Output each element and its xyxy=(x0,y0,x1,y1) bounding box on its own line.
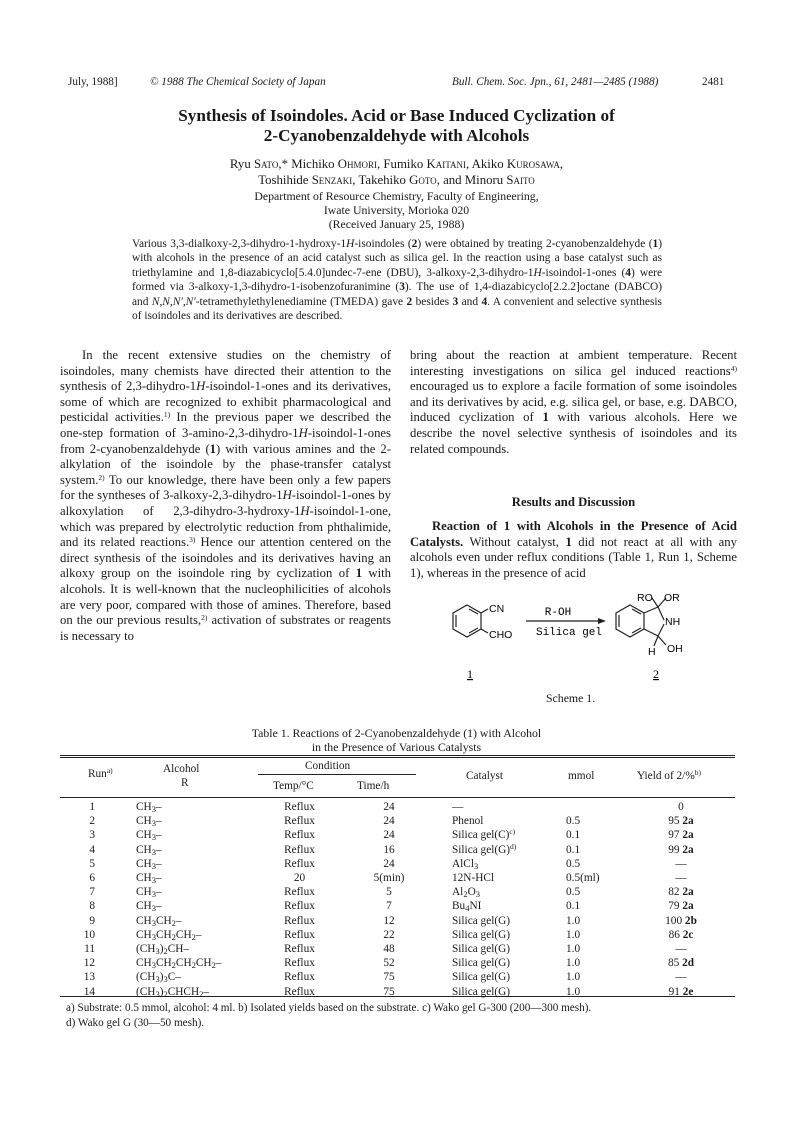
cell-mmol: 0.5 xyxy=(566,815,581,828)
abstract: Various 3,3-dialkoxy-2,3-dihydro-1-hydroxy-1H-isoindoles (2) were obtained by treating 2-cyanobenzaldehyde (1) with alcohols in the presence of an acid catalyst such as silica gel. In the reaction using a base catalyst such as triethylamine and 1,8-diazabicyclo[5.4.0]undec-7-ene (DBU), 3-alkoxy-2,3-dihydro-1H-isoindol-1-ones (4) were formed via 3-alkoxy-1,3-dihydro-1-isobenzofuranimine (3). The use of 1,4-diazabicyclo[2.2.2]octane (DABCO) and N,N,N′,N′-tetramethylethylenediamine (TMEDA) gave 2 besides 3 and 4. A convenient and selective synthesis of isoindoles and its derivatives are described. xyxy=(132,238,662,323)
table-row xyxy=(60,843,735,857)
scheme-caption: Scheme 1. xyxy=(546,691,596,705)
cell-time: 16 xyxy=(383,843,395,856)
cell-time: 24 xyxy=(383,829,395,842)
cell-catalyst: Silica $gel(C)^{c)}$ xyxy=(452,827,516,842)
cell-run: 7 xyxy=(89,886,95,899)
cell-temp: Reflux xyxy=(284,942,315,955)
cell-time: 75 xyxy=(383,971,395,984)
header-condition: Condition xyxy=(305,760,351,772)
cell-temp: Reflux xyxy=(284,971,315,984)
cell-yield: 0 xyxy=(678,801,684,814)
article-title-line-2: 2-Cyanobenzaldehyde with Alcohols xyxy=(263,126,530,145)
cell-yield: — xyxy=(675,857,687,870)
cell-alcohol: $(CH_3)_2CH-$ xyxy=(136,942,190,956)
cell-temp: Reflux xyxy=(284,829,315,842)
authors-line-2: Toshihide Senzaki, Takehiko Goto, and Minoru Saito xyxy=(258,173,535,187)
cell-mmol: 1.0 xyxy=(566,985,581,998)
header-date: July, 1988] xyxy=(68,76,118,88)
cell-run: 2 xyxy=(89,815,95,828)
table-row xyxy=(60,914,735,928)
cell-yield: 100 2b xyxy=(665,914,697,927)
cell-mmol xyxy=(552,800,627,814)
cell-temp: Reflux xyxy=(284,985,315,998)
received-date: (Received January 25, 1988) xyxy=(328,217,465,231)
cell-catalyst: AlCl$_3$ xyxy=(452,857,479,871)
table-footnote-line-1: a) Substrate: 0.5 mmol, alcohol: 4 ml. b) Isolated yields based on the substrate. c) Wako gel G-300 (200—300 mesh). xyxy=(66,1002,592,1014)
cell-yield: 82 2a xyxy=(668,886,694,899)
header-alcohol: Alcohol xyxy=(163,763,200,775)
cell-catalyst: Phenol xyxy=(452,815,484,828)
cell-temp: 20 xyxy=(293,872,306,885)
cell-run: 12 xyxy=(83,957,95,970)
catalyst-label: Silica gel xyxy=(535,627,603,639)
cell-alcohol: $CH_3-$ xyxy=(136,857,162,871)
cell-alcohol: $CH_3CH_2-$ xyxy=(136,914,182,928)
table-row xyxy=(60,814,735,828)
cell-alcohol: $CH_3-$ xyxy=(136,872,162,886)
ro-label: RO xyxy=(637,592,653,604)
cell-time: 24 xyxy=(383,801,395,814)
header-catalyst: Catalyst xyxy=(466,770,504,782)
cell-time: 75 xyxy=(383,985,395,998)
cell-temp: Reflux xyxy=(284,815,315,828)
scheme-1-diagram xyxy=(418,590,738,695)
nh-label: NH xyxy=(665,616,681,628)
cell-run: 13 xyxy=(83,971,95,984)
cell-time: 52 xyxy=(383,957,395,970)
cell-yield: 79 2a xyxy=(668,900,694,913)
article-title-line-1: Synthesis of Isoindoles. Acid or Base Induced Cyclization of xyxy=(178,106,615,125)
cell-run: 8 xyxy=(89,900,95,913)
or-label: OR xyxy=(664,592,680,604)
cell-run: 11 xyxy=(84,942,95,955)
cell-run: 5 xyxy=(89,857,95,870)
table-row xyxy=(60,800,735,814)
table-row xyxy=(60,956,735,970)
cell-mmol: 0.1 xyxy=(566,900,581,913)
table-caption-line-1: Table 1. Reactions of 2-Cyanobenzaldehyde (1) with Alcohol xyxy=(251,726,542,740)
header-page-number: 2481 xyxy=(702,76,725,88)
table-row xyxy=(60,857,735,871)
cho-label: CHO xyxy=(489,629,513,641)
header-r: R xyxy=(181,777,189,789)
cell-yield: 99 2a xyxy=(668,843,694,856)
header-yield: Yield of 2/%$^{b)}$ xyxy=(637,768,701,782)
cell-catalyst: 12N-HCl xyxy=(452,872,495,885)
cell-catalyst: Silica gel(G) xyxy=(452,957,511,970)
table-row xyxy=(60,828,735,842)
cell-mmol: 1.0 xyxy=(566,942,581,955)
cell-mmol: 0.5 xyxy=(566,857,581,870)
cell-run: 9 xyxy=(89,914,95,927)
cell-catalyst: Silica gel(G) xyxy=(452,971,511,984)
cell-alcohol: $CH_3-$ xyxy=(136,843,162,857)
table-row xyxy=(60,942,735,956)
cell-temp: Reflux xyxy=(284,914,315,927)
cell-catalyst: Silica gel(G) xyxy=(452,928,511,941)
cell-temp: Reflux xyxy=(284,928,315,941)
cell-time: 5 xyxy=(386,886,392,899)
cell-catalyst: — xyxy=(452,801,464,814)
cell-time: 24 xyxy=(383,815,395,828)
benzene-ring-reactant xyxy=(453,605,488,637)
cell-yield: 91 2e xyxy=(668,985,694,998)
cell-temp: Reflux xyxy=(284,843,315,856)
cell-time: 22 xyxy=(383,928,395,941)
header-run: Run$^{a)}$ xyxy=(88,766,113,780)
table-footnote-line-2: d) Wako gel G (30—50 mesh). xyxy=(66,1017,205,1029)
table-row xyxy=(60,899,735,913)
cn-label: CN xyxy=(489,603,505,615)
table-caption-line-2: in the Presence of Various Catalysts xyxy=(311,740,482,754)
table-top-rule xyxy=(60,755,735,756)
cell-temp: Reflux xyxy=(284,801,315,814)
table-header-rule xyxy=(60,797,735,798)
cell-mmol: 0.5 xyxy=(566,886,581,899)
cell-run: 14 xyxy=(83,985,95,998)
cell-catalyst: Silica gel(G) xyxy=(452,914,511,927)
cell-yield: 86 2c xyxy=(668,928,694,941)
oh-label: OH xyxy=(667,643,683,655)
section-heading-results: Results and Discussion xyxy=(511,495,636,509)
table-top-rule-2 xyxy=(60,757,735,758)
cell-alcohol: $CH_3-$ xyxy=(136,801,162,815)
cell-time: 5(min) xyxy=(373,872,405,885)
cell-temp: Reflux xyxy=(284,886,315,899)
table-row xyxy=(60,885,735,899)
cell-catalyst: $Al_2O_3$ xyxy=(452,886,480,900)
cell-yield: — xyxy=(675,971,687,984)
cell-catalyst: $Bu_4NI$ xyxy=(452,900,482,914)
cell-mmol: 1.0 xyxy=(566,928,581,941)
reagent-label: R-OH xyxy=(544,607,572,619)
cell-catalyst: Silica gel(G) xyxy=(452,985,511,998)
cell-mmol: 1.0 xyxy=(566,971,581,984)
right-column-body: bring about the reaction at ambient temperature. Recent interesting investigations on silica gel induced reactions$^{4)}$ encouraged us to explore a facile formation of some isoindoles and its derivatives by acid, e.g. silica gel, or base, e.g. DABCO, induced cyclization of 1 with various alcohols. Here we describe the novel selective synthesis of isoindoles and its related compounds. xyxy=(410,348,737,456)
table-row xyxy=(60,871,735,885)
header-time: Time/h xyxy=(357,780,390,792)
cell-mmol: 1.0 xyxy=(566,957,581,970)
cell-run: 1 xyxy=(89,801,95,814)
cell-yield: 95 2a xyxy=(668,815,694,828)
left-column-body: In the recent extensive studies on the chemistry of isoindoles, many chemists have directed their attention to the synthesis of 2,3-dihydro-1H-isoindol-1-ones and its derivatives, some of which are recognized to exhibit pharmacological and pesticidal activities.$^{1)}$ In the previous paper we described the one-step formation of 3-amino-2,3-dihydro-1H-isoindol-1-ones from 2-cyanobenzaldehyde (1) with various amines and the 2-alkylation of the isoindole by the phase-transfer catalyst system.$^{2)}$ To our knowledge, there have been only a few papers for the syntheses of 3-alkoxy-2,3-dihydro-1H-isoindol-1-ones by alkoxylation of 2,3-dihydro-3-hydroxy-1H-isoindol-1-one, which was prepared by electrolytic reduction from phthalimide, and its related reactions.$^{3)}$ Hence our attention centered on the direct synthesis of the isoindoles and its derivatives having an alkoxy group on the isoindole ring by cyclization of 1 with alcohols. It is well-known that the nucleophilicities of alcohols are very poor, compared with those of amines. Therefore, based on the our previous results,$^{2)}$ activation of substrates or reagents is necessary to xyxy=(60,348,391,643)
cell-alcohol: $(CH_3)_2CHCH_2-$ xyxy=(136,985,210,999)
table-1 xyxy=(60,800,735,999)
compound-label-1: 1 xyxy=(467,667,473,681)
cell-mmol: 0.1 xyxy=(566,829,581,842)
affiliation-line-2: Iwate University, Morioka 020 xyxy=(323,203,470,217)
cell-alcohol: $CH_3-$ xyxy=(136,886,162,900)
table-row xyxy=(60,928,735,942)
cell-alcohol: $CH_3CH_2CH_2CH_2-$ xyxy=(136,957,222,971)
cell-yield: 97 2a xyxy=(668,829,694,842)
cell-mmol: 0.1 xyxy=(566,843,581,856)
h-label: H xyxy=(648,646,656,658)
cell-catalyst: Silica gel(G) xyxy=(452,942,511,955)
table-row xyxy=(60,984,735,998)
cell-alcohol: $CH_3-$ xyxy=(136,900,162,914)
cell-time: 7 xyxy=(386,900,392,913)
cell-time: 12 xyxy=(383,914,395,927)
cell-alcohol: $CH_3-$ xyxy=(136,829,162,843)
cell-mmol: 1.0 xyxy=(566,914,581,927)
compound-label-2: 2 xyxy=(653,667,659,681)
results-paragraph: Reaction of 1 with Alcohols in the Presence of Acid Catalysts. Without catalyst, 1 did not react at all with any alcohols even under reflux conditions (Table 1, Run 1, Scheme 1), whereas in the presence of acid xyxy=(410,519,737,580)
cell-temp: Reflux xyxy=(284,900,315,913)
cell-run: 6 xyxy=(89,872,95,885)
cell-time: 48 xyxy=(383,942,395,955)
cell-run: 10 xyxy=(83,928,95,941)
cell-temp: Reflux xyxy=(284,857,315,870)
header-mmol: mmol xyxy=(568,770,595,782)
arrow-head xyxy=(598,618,606,624)
cell-alcohol: $CH_3-$ xyxy=(136,815,162,829)
cell-alcohol: $(CH_3)_3C-$ xyxy=(136,971,181,985)
cell-mmol: 0.5(ml) xyxy=(566,872,600,885)
cell-run: 3 xyxy=(89,829,95,842)
header-journal: Bull. Chem. Soc. Jpn., 61, 2481—2485 (1988) xyxy=(452,76,659,88)
table-row xyxy=(60,970,735,984)
cell-yield: — xyxy=(675,942,687,955)
cell-catalyst: Silica $gel(G)^{d)}$ xyxy=(452,841,517,856)
cell-alcohol: $CH_3CH_2CH_2-$ xyxy=(136,928,202,942)
cell-yield: — xyxy=(675,872,687,885)
condition-rule xyxy=(258,774,416,775)
authors-line-1: Ryu Sato,* Michiko Ohmori, Fumiko Kaitani, Akiko Kurosawa, xyxy=(229,157,564,171)
affiliation-line-1: Department of Resource Chemistry, Faculty of Engineering, xyxy=(254,189,539,203)
cell-time: 24 xyxy=(383,857,395,870)
cell-run: 4 xyxy=(89,843,95,856)
header-temp: Temp/°C xyxy=(273,780,314,792)
cell-temp: Reflux xyxy=(284,957,315,970)
isoindole-product-structure xyxy=(616,598,666,646)
header-copyright: © 1988 The Chemical Society of Japan xyxy=(150,76,326,88)
cell-yield: 85 2d xyxy=(667,957,695,970)
